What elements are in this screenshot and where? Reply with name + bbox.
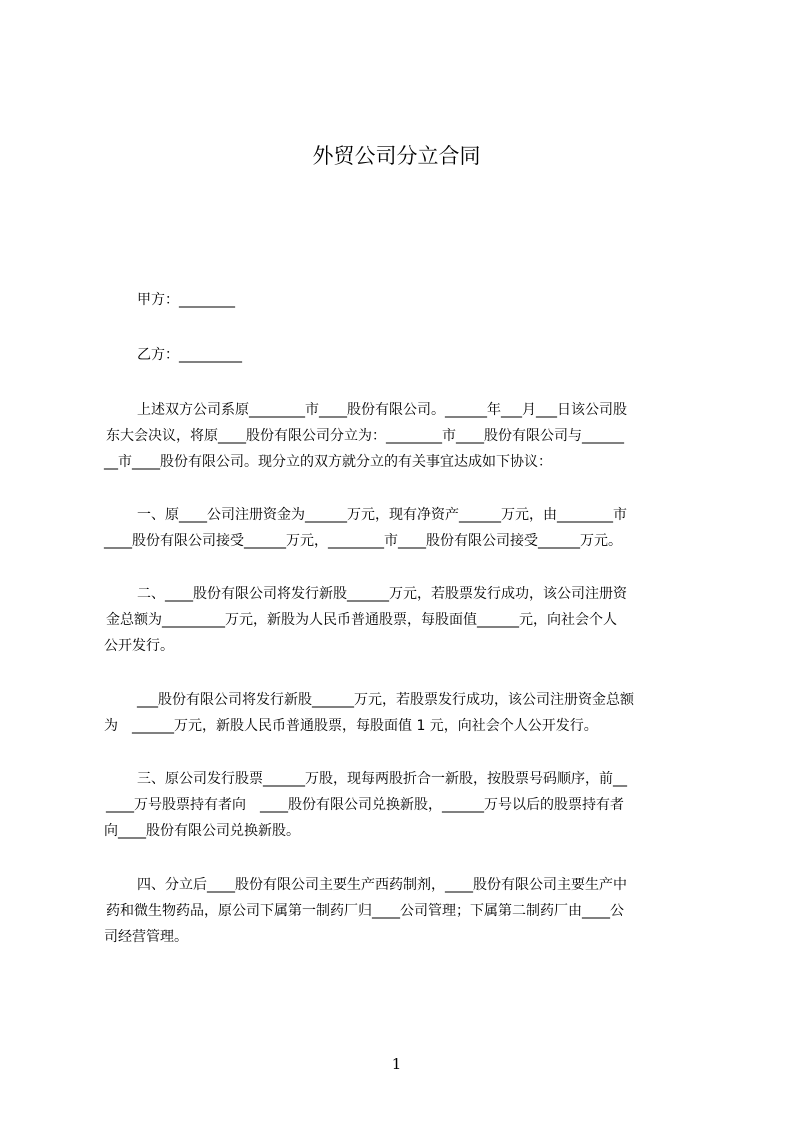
paragraph-line: 一、原____公司注册资金为______万元，现有净资产______万元，由________市 xyxy=(137,507,627,523)
document-title: 外贸公司分立合同 xyxy=(312,144,481,168)
paragraph-line: 东大会决议，将原____股份有限公司分立为：________市____股份有限公司与______ xyxy=(106,428,624,444)
paragraph-line: 上述双方公司系原________市____股份有限公司。______年___月___日该公司股 xyxy=(137,402,627,418)
paragraph-line: 向____股份有限公司兑换新股。 xyxy=(104,823,300,839)
paragraph-line: 公开发行。 xyxy=(104,638,174,654)
paragraph-line: 药和微生物药品，原公司下属第一制药厂归____公司管理；下属第二制药厂由____公 xyxy=(106,903,624,919)
paragraph-line: 二、____股份有限公司将发行新股______万元，若股票发行成功，该公司注册资 xyxy=(137,586,627,602)
paragraph-line: ____万号股票持有者向 ____股份有限公司兑换新股，______万号以后的股票持有者 xyxy=(106,797,624,813)
page-number: 1 xyxy=(391,1055,402,1073)
paragraph-line: ____股份有限公司接受______万元，________市____股份有限公司接受______万元。 xyxy=(104,533,622,549)
party-a-line: 甲方：________ xyxy=(137,292,235,308)
paragraph-line: 四、分立后____股份有限公司主要生产西药制剂，____股份有限公司主要生产中 xyxy=(137,877,627,893)
paragraph-line: 三、原公司发行股票______万股，现每两股折合一新股，按股票号码顺序，前__ xyxy=(137,771,627,787)
party-b-line: 乙方：_________ xyxy=(137,347,242,363)
paragraph-line: 金总额为_________万元，新股为人民币普通股票，每股面值______元，向社会个人 xyxy=(106,612,617,628)
paragraph-line: 为 ______万元，新股人民币普通股票，每股面值 1 元，向社会个人公开发行。 xyxy=(104,718,598,734)
paragraph-line: 司经营管理。 xyxy=(104,929,188,945)
paragraph-line: ___股份有限公司将发行新股______万元，若股票发行成功，该公司注册资金总额 xyxy=(137,692,634,708)
paragraph-line: __市____股份有限公司。现分立的双方就分立的有关事宜达成如下协议： xyxy=(104,454,552,470)
